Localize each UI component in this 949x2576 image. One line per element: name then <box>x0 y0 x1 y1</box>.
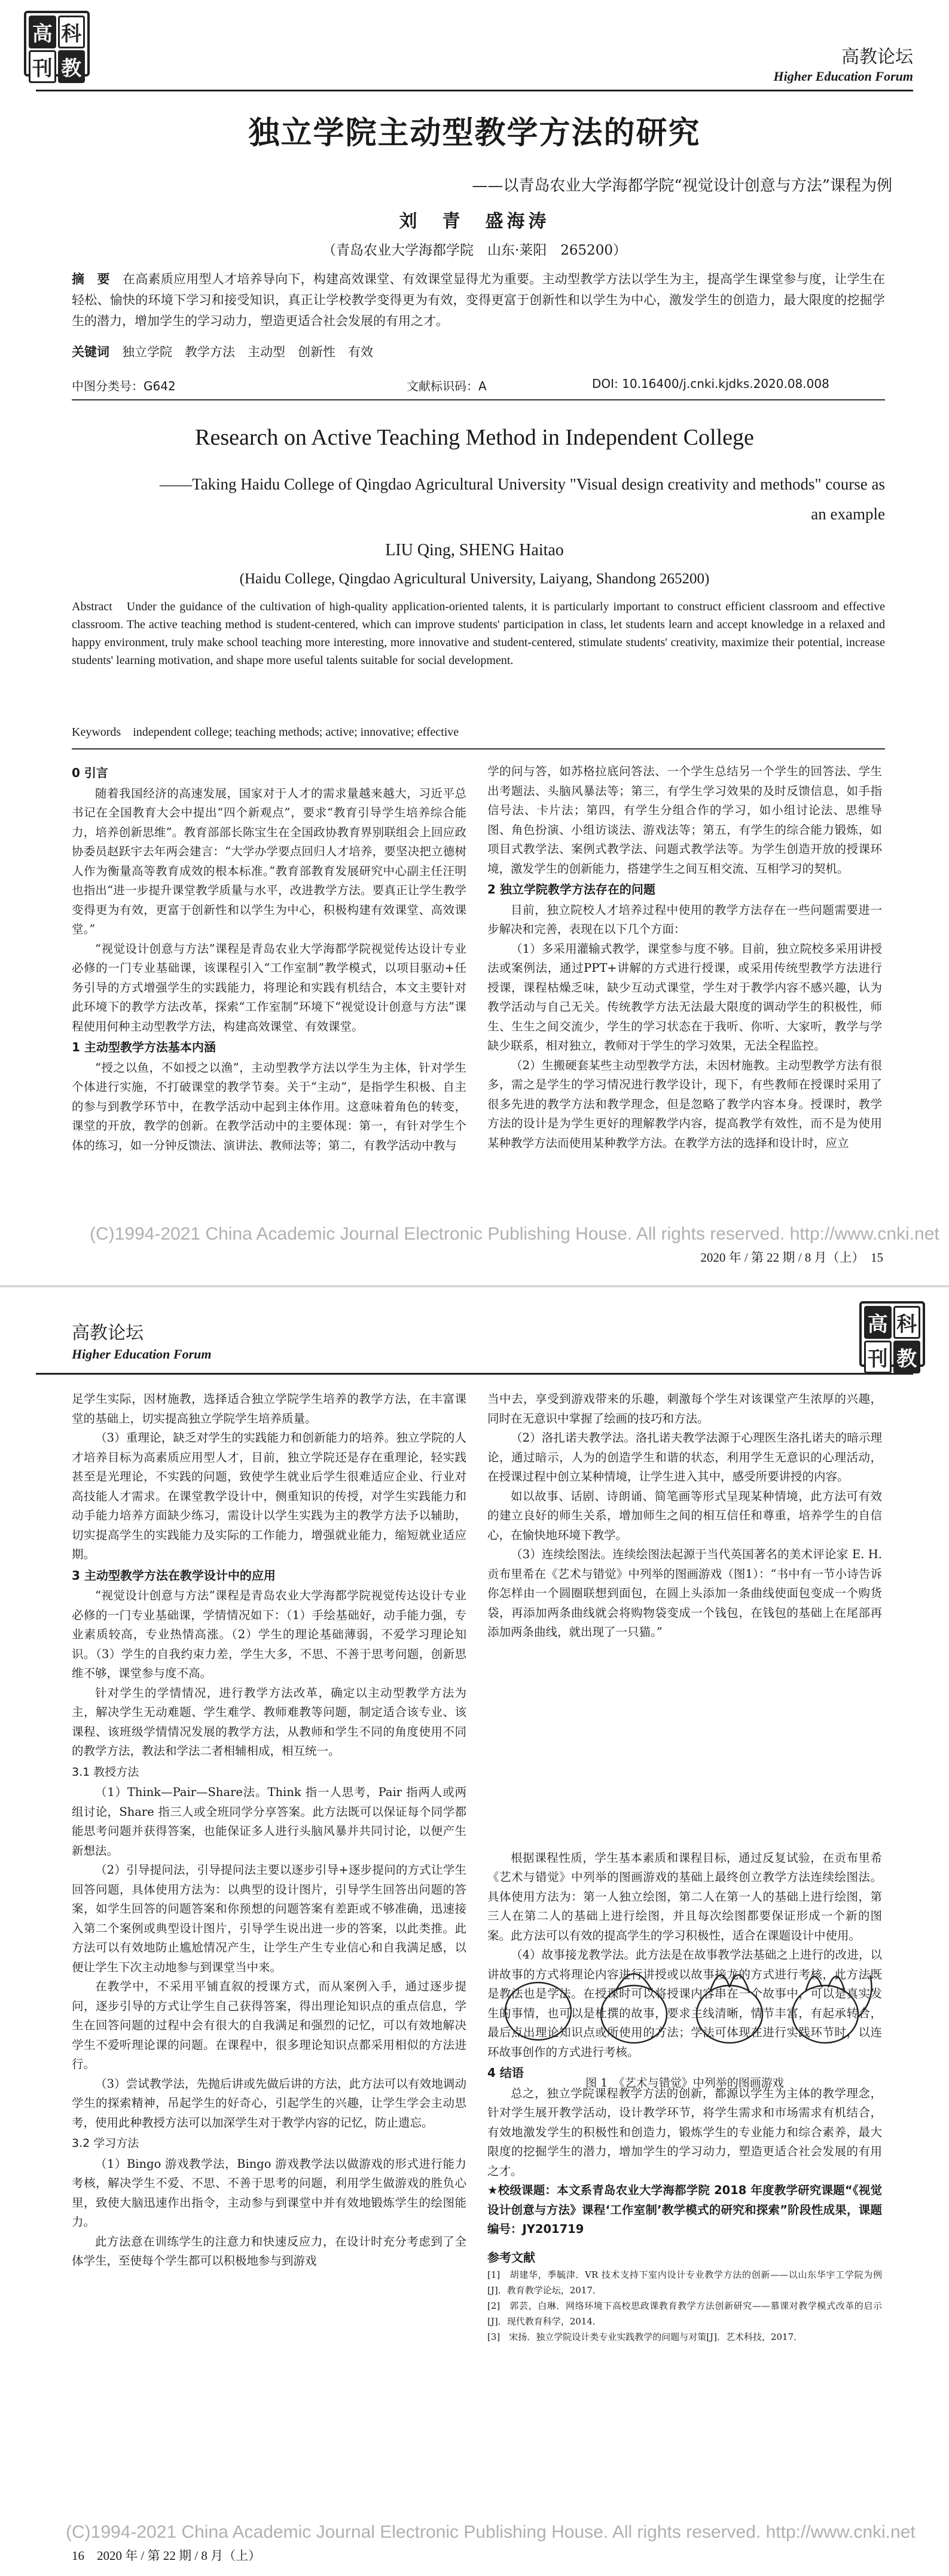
logo-char: 教 <box>58 50 86 83</box>
body-paragraph: 针对学生的学情情况，进行教学方法改革，确定以主动型教学方法为主，解决学生无动难题、学生难学、教师难教等问题，制定适合该专业、该课程、该班级学情情况发展的教学方法，从教师和学生不同的角度使用不同的教学方法，教法和学法二者相辅相成，相互统一。 <box>72 1685 466 1758</box>
logo-char: 高 <box>864 1306 892 1339</box>
reference-item: [3] 宋扬．独立学院设计类专业实践教学的问题与对策[J]．艺术科技，2017． <box>487 2332 803 2342</box>
references-heading: 参考文献 <box>487 2250 535 2265</box>
journal-name-cn: 高教论坛 <box>841 47 913 68</box>
keywords-cn <box>72 342 885 363</box>
body-paragraph: 如以故事、话剧、诗朗诵、简笔画等形式呈现某种情境，此方法可有效的建立良好的师生关系，增加师生之间的相互信任和尊重，培养学生的自信心，在愉快地环境下教学。 <box>487 1489 882 1542</box>
journal-name-cn: 高教论坛 <box>72 1323 144 1344</box>
body-paragraph-continued: 当中去，享受到游戏带来的乐趣，刺激每个学生对该课堂产生浓厚的兴趣，同时在无意识中掌握了绘画的技巧和方法。 <box>487 1392 882 1425</box>
copyright-watermark: (C)1994-2021 China Academic Journal Electronic Publishing House. All rights reserved. http://www.cnki.net <box>90 1224 939 1244</box>
body-column-left <box>72 762 466 1155</box>
journal-logo <box>859 1301 925 1371</box>
section-heading: 0 引言 <box>72 766 108 780</box>
abstract-en: Abstract Under the guidance of the cultivation of high-quality application-oriented talents, it is particularly important to construct efficient classroom and effective classroom. The active teaching method is student-centered, which can improve students' participation in class, let students learn and accept knowledge in a relaxed and happy environment, truly make school teaching more interesting, more innovative and student-centered, stimulate students' creativity, maximize their potential, increase students' learning motivation, and shape more useful talents suitable for social development. <box>72 600 885 667</box>
article-title-cn: 独立学院主动型教学方法的研究 <box>248 115 701 151</box>
body-paragraph: （1）Think—Pair—Share法。Think 指一人思考，Pair 指两人或两组讨论，Share 指三人或全班同学分享答案。此方法既可以保证每个同学都能思考问题并获得答案，也能保证多人进行头脑风暴并共同讨论，以便产生新想法。 <box>72 1785 466 1858</box>
sketch-cat <box>792 1985 858 2043</box>
body-paragraph: （3）重理论，缺乏对学生的实践能力和创新能力的培养。独立学院的人才培养目标为高素质应用型人才，目前，独立学院还是存在重理论，轻实践甚至是光理论，不实践的问题，致使学生就业后学生很难适应企业、行业对高技能人才需求。在课堂教学设计中，侧重知识的传授，对学生实践能力和动手能力培养方面缺少练习，需设计以学生实践为主的教学方法予以辅助，切实提高学生的实践能力及实际的工作能力，增强就业能力，缩短就业适应期。 <box>72 1431 466 1561</box>
body-paragraph: （1）Bingo 游戏教学法，Bingo 游戏教学法以做游戏的形式进行能力考核，解决学生不爱、不思、不善于思考的问题，利用学生做游戏的胜负心里，致使大脑迅速作出指令，主动参与到课堂中并有效地锻炼学生的绘图能力。 <box>72 2156 466 2229</box>
sketch-cat-tail <box>858 1975 872 2017</box>
keywords-text: 独立学院 教学方法 主动型 创新性 有效 <box>122 345 373 359</box>
document-code: 文献标识码：A <box>407 379 487 393</box>
body-paragraph: 根据课程性质，学生基本素质和课程目标，通过反复试验，在贡布里希《艺术与错觉》中列举的图画游戏的基础上最终创立教学方法连续绘图法。具体使用方法为：第一人独立绘图，第二人在第一人的基础上进行绘图，第三人在第二人的基础上进行绘图，并且每次绘图都要保证形成一个新的图案。此方法可以有效的提高学生的学习积极性，适合在课题设计中使用。 <box>487 1850 882 1942</box>
sketch-bag <box>601 1985 667 2043</box>
affiliation-cn: （青岛农业大学海都学院 山东·莱阳 265200） <box>322 243 627 258</box>
header-rule <box>36 90 913 91</box>
page-divider <box>0 1285 949 1287</box>
logo-char: 科 <box>893 1306 921 1339</box>
abstract-label: 摘 要 <box>72 272 110 286</box>
page-folio: 2020 年 / 第 22 期 / 8 月（上） 15 <box>700 1250 883 1265</box>
journal-name-en: Higher Education Forum <box>72 1347 212 1362</box>
body-paragraph: （2）生搬硬套某些主动型教学方法，未因材施教。主动型教学方法有很多，需之是学生的学习情况进行教学设计，现下，有些教师在授课时采用了很多先进的教学方法和教学理念，但是忽略了教学内容本身。授课时，教学方法的设计是为学生更好的理解教学内容，提高教学有效性，而不是为使用某种教学方法而使用某种教学方法。在教学方法的选择和设计时，应立 <box>487 1058 882 1150</box>
keywords-en: Keywords independent college; teaching methods; active; innovative; effective <box>72 726 459 739</box>
logo-char: 刊 <box>864 1341 892 1373</box>
clc-number: 中图分类号：G642 <box>72 379 176 393</box>
authors-en: LIU Qing, SHENG Haitao <box>385 541 564 559</box>
body-column-right <box>487 1390 882 2345</box>
sketch-circle <box>505 1983 571 2040</box>
section-heading: 4 结语 <box>487 2066 524 2080</box>
figure-drawing-game <box>487 1939 882 2065</box>
section-heading: 3 主动型教学方法在教学设计中的应用 <box>72 1568 276 1583</box>
body-paragraph: （2）洛扎诺夫教学法。洛扎诺夫教学法源于心理医生洛扎诺夫的暗示理论，通过暗示，人为的创造学生和谐的状态，利用学生无意识的心理活动，在授课过程中创立某种情境，让学生进入其中，感受所要讲授的内容。 <box>487 1431 882 1483</box>
subsection-heading: 3.1 教授方法 <box>72 1765 139 1779</box>
funding-note: ★校级课题：本文系青岛农业大学海都学院 2018 年度教学研究课题“《视觉设计创意与方法》课程‘工作室制’教学模式的研究和探索”阶段性成果，课题编号：JY201719 <box>487 2183 882 2236</box>
keywords-label: 关键词 <box>72 345 109 359</box>
body-paragraph-continued: 学的问与答，如苏格拉底问答法、一个学生总结另一个学生的回答法、学生出考题法、头脑风暴法等；第三，有学生学习效果的及时反馈信息，如手指信号法、卡片法；第四，有学生分组合作的学习，如小组讨论法、思维导图、角色扮演、小组访谈法、游戏法等；第五，有学生的综合能力锻炼，如项目式教学法、案例式教学法、问题式教学法等。为学生创造开放的授课环境，激发学生的创新能力，搭建学生之间互相交流、互相学习的契机。 <box>487 764 882 876</box>
body-paragraph: （2）引导提问法，引导提问法主要以逐步引导+逐步提问的方式让学生回答问题，具体使用方法为：以典型的设计图片，引导学生回答出问题的答案，如学生回答的问题答案和你预想的问题答案有差距或不够准确，迅速接入第二个案例或典型设计图片，引导学生说出进一步的答案，以此类推。此方法可以有效地防止尴尬情况产生，让学生产生专业信心和自我满足感，以便让学生下次主动地参与到课堂当中来。 <box>72 1863 466 1974</box>
logo-char: 教 <box>893 1341 921 1373</box>
body-paragraph: “授之以鱼，不如授之以渔”，主动型教学方法以学生为主体，针对学生个体进行实施，不打破课堂的教学节奏。关于“主动”，是指学生积极、自主的参与到教学环节中，在教学活动中起到主体作用。这意味着角色的转变，课堂的开放，教学的创新。在教学活动中的主要体现：第一，有针对学生个体的练习，如一分钟反馈法、演讲法、教师法等；第二，有教学活动中教与 <box>72 1060 466 1152</box>
body-paragraph: （4）故事接龙教学法。此方法是在故事教学法基础之上进行的改进，以讲故事的方式将理论内容进行讲授或以故事接龙的方式进行考核，此方法既是教法也是学法。在授课时可以将授课内容串在一个故事中，可以是真实发生的事情，也可以是杜撰的故事，要求主线清晰，情节丰富，有起承转合，最后点出理论知识点或所使用的方法；学法可体现在进行实践环节时，以连环故事创作的方式进行考核。 <box>487 1948 882 2059</box>
journal-name-en: Higher Education Forum <box>773 69 913 84</box>
subsection-heading: 3.2 学习方法 <box>72 2137 139 2150</box>
journal-logo <box>24 11 90 81</box>
reference-item: [2] 郭芸，白琳．网络环境下高校思政课教育教学方法创新研究——慕课对教学模式改革的启示[J]．现代教育科学，2014． <box>487 2300 882 2327</box>
body-paragraph: “视觉设计创意与方法”课程是青岛农业大学海都学院视觉传达设计专业必修的一门专业基础课，该课程引入“工作室制”教学模式，以项目驱动+任务引导的方式增强学生的实践能力，将理论和实践有机结合，本文主要针对此环境下的教学方法改革，探索“工作室制”环境下“视觉设计创意与方法”课程使用何种主动型教学方法，构建高效课堂、有效课堂。 <box>72 941 466 1033</box>
body-paragraph: （3）连续绘图法。连续绘图法起源于当代英国著名的美术评论家 E. H. 贡布里希在《艺术与错觉》中列举的图画游戏（图1）：“书中有一节小诗告诉你怎样由一个圆圈联想到面包，在圆上头添加一条曲线使面包变成一个购货袋，再添加两条曲线就会将购物袋变成一个钱包，在钱包的基础上在尾部再添加两条曲线，就出现了一只猫。” <box>487 1547 882 1639</box>
sketch-purse <box>697 1985 762 2043</box>
body-paragraph: 在教学中，不采用平铺直叙的授课方式，而从案例入手，通过逐步提问，逐步引导的方式让学生自己获得答案，得出理论知识点的重点信息，学生在回答问题的过程中会有很大的自我满足和强烈的记忆，可以有效地解决学生不爱听理论课的问题。在课程中，很多理论知识点都采用相似的方法进行。 <box>72 1980 466 2071</box>
logo-char: 科 <box>58 16 86 48</box>
logo-char: 刊 <box>29 50 56 83</box>
article-subtitle-cn: ——以青岛农业大学海都学院“视觉设计创意与方法”课程为例 <box>472 177 892 195</box>
body-paragraph: 随着我国经济的高速发展，国家对于人才的需求量越来越大，习近平总书记在全国教育大会中提出“四个新观点”，要求“教育引导学生培养综合能力，培养创新思维”。教育部部长陈宝生在全国政协教育界别联组会上回应政协委员赵跃宇去年两会建言：“大学办学要点回归人才培养，要坚决把立德树人作为衡量高等教育成效的根本标准。”教育部教育发展研究中心副主任汪明也指出“进一步提升课堂教学质量与水平，改进教学方法。要真正让学生教学变得更为有效，更富于创新性和以学生为中心，积极构建有效课堂、高效课堂。” <box>72 786 466 936</box>
copyright-watermark: (C)1994-2021 China Academic Journal Electronic Publishing House. All rights reserved. http://www.cnki.net <box>66 2522 916 2542</box>
body-paragraph: “视觉设计创意与方法”课程是青岛农业大学海都学院视觉传达设计专业必修的一门专业基础课，学情情况如下：（1）手绘基础好，动手能力强，专业素质较高，专业热情高涨。（2）学生的理论基础薄弱，不爱学习理论知识。（3）学生的自我约束力差，学生大多，不思、不善于思考问题，创新思维不够，课堂参与度不高。 <box>72 1589 466 1680</box>
page-folio: 16 2020 年 / 第 22 期 / 8 月（上） <box>72 2549 261 2563</box>
abstract-cn <box>72 269 885 332</box>
body-paragraph: （3）尝试教学法，先抛后讲或先做后讲的方法，此方法可以有效地调动学生的探索精神，吊起学生的好奇心，引起学生的兴趣，让学生学会主动思考，使用此种教授方法可以加深学生对于教学内容的记忆，防止遗忘。 <box>72 2076 466 2130</box>
body-paragraph: （1）多采用灌输式教学，课堂参与度不够。目前，独立院校多采用讲授法或案例法，通过PPT+讲解的方式进行授课，或采用传统型教学方法进行授课，课程枯燥乏味，缺少互动式课堂，学生对于教学内容不感兴趣，认为教学活动与自己无关。传统教学方法无法最大限度的调动学生的积极性，师生、生生之间交流少，学生的学习状态在于我听、你听、大家听，教学与学缺少联系，相对独立，教师对于学生的学习效果，无法全程监控。 <box>487 941 882 1053</box>
abstract-rule <box>72 748 885 749</box>
body-paragraph-continued: 足学生实际，因材施教，选择适合独立学院学生培养的教学方法，在丰富课堂的基础上，切实提高独立学院学生培养质量。 <box>72 1392 466 1425</box>
figure-caption: 图 1 《艺术与错觉》中列举的图画游戏 <box>585 2076 784 2089</box>
body-paragraph: 总之，独立学院课程教学方法的创新，都源以学生为主体的教学理念，针对学生展开教学活动，设计教学环节，将学生需求和市场需求有机结合，有效地激发学生的积极性和创造力，锻炼学生的专业能力和综合素养，最大限度的挖掘学生的潜力，增加学生的学习动力，塑造更适合社会发展的有用之才。 <box>487 2086 882 2178</box>
figure-drawing-game-image <box>487 1939 882 2065</box>
doi: DOI: 10.16400/j.cnki.kjdks.2020.08.008 <box>592 377 829 391</box>
body-paragraph: 此方法意在训练学生的注意力和快速反应力，在设计时充分考虑到了全体学生，至使每个学生都可以积极地参与到游戏 <box>72 2234 466 2268</box>
reference-item: [1] 胡建华，季毓津．VR 技术支持下室内设计专业教学方法的创新——以山东华宇工学院为例[J]．教育教学论坛，2017． <box>487 2269 882 2296</box>
body-column-right <box>487 762 882 1153</box>
affiliation-en: (Haidu College, Qingdao Agricultural University, Laiyang, Shandong 265200) <box>239 571 710 587</box>
page-16 <box>0 1288 949 2576</box>
section-heading: 2 独立学院教学方法存在的问题 <box>487 882 655 897</box>
body-column-left <box>72 1390 466 2271</box>
section-heading: 1 主动型教学方法基本内涵 <box>72 1040 216 1054</box>
abstract-text: 在高素质应用型人才培养导向下，构建高效课堂、有效课堂显得尤为重要。主动型教学方法以学生为主，提高学生课堂参与度，让学生在轻松、愉快的环境下学习和接受知识，真正让学校教学变得更为有效，变得更富于创新性和以学生为中心，激发学生的创造力，最大限度的挖掘学生的潜力，增加学生的学习动力，塑造更适合社会发展的有用之才。 <box>72 272 886 328</box>
authors-cn: 刘 青 盛海涛 <box>399 211 550 232</box>
logo-char: 高 <box>29 16 56 48</box>
article-subtitle-en: ——Taking Haidu College of Qingdao Agricultural University "Visual design creativity and methods" course as an example <box>159 475 885 523</box>
article-title-en: Research on Active Teaching Method in Independent College <box>195 425 754 450</box>
metadata-rule <box>72 399 885 400</box>
header-rule <box>36 1373 913 1375</box>
body-paragraph: 目前，独立院校人才培养过程中使用的教学方法存在一些问题需要进一步解决和完善，表现在以下几个方面： <box>487 902 882 936</box>
